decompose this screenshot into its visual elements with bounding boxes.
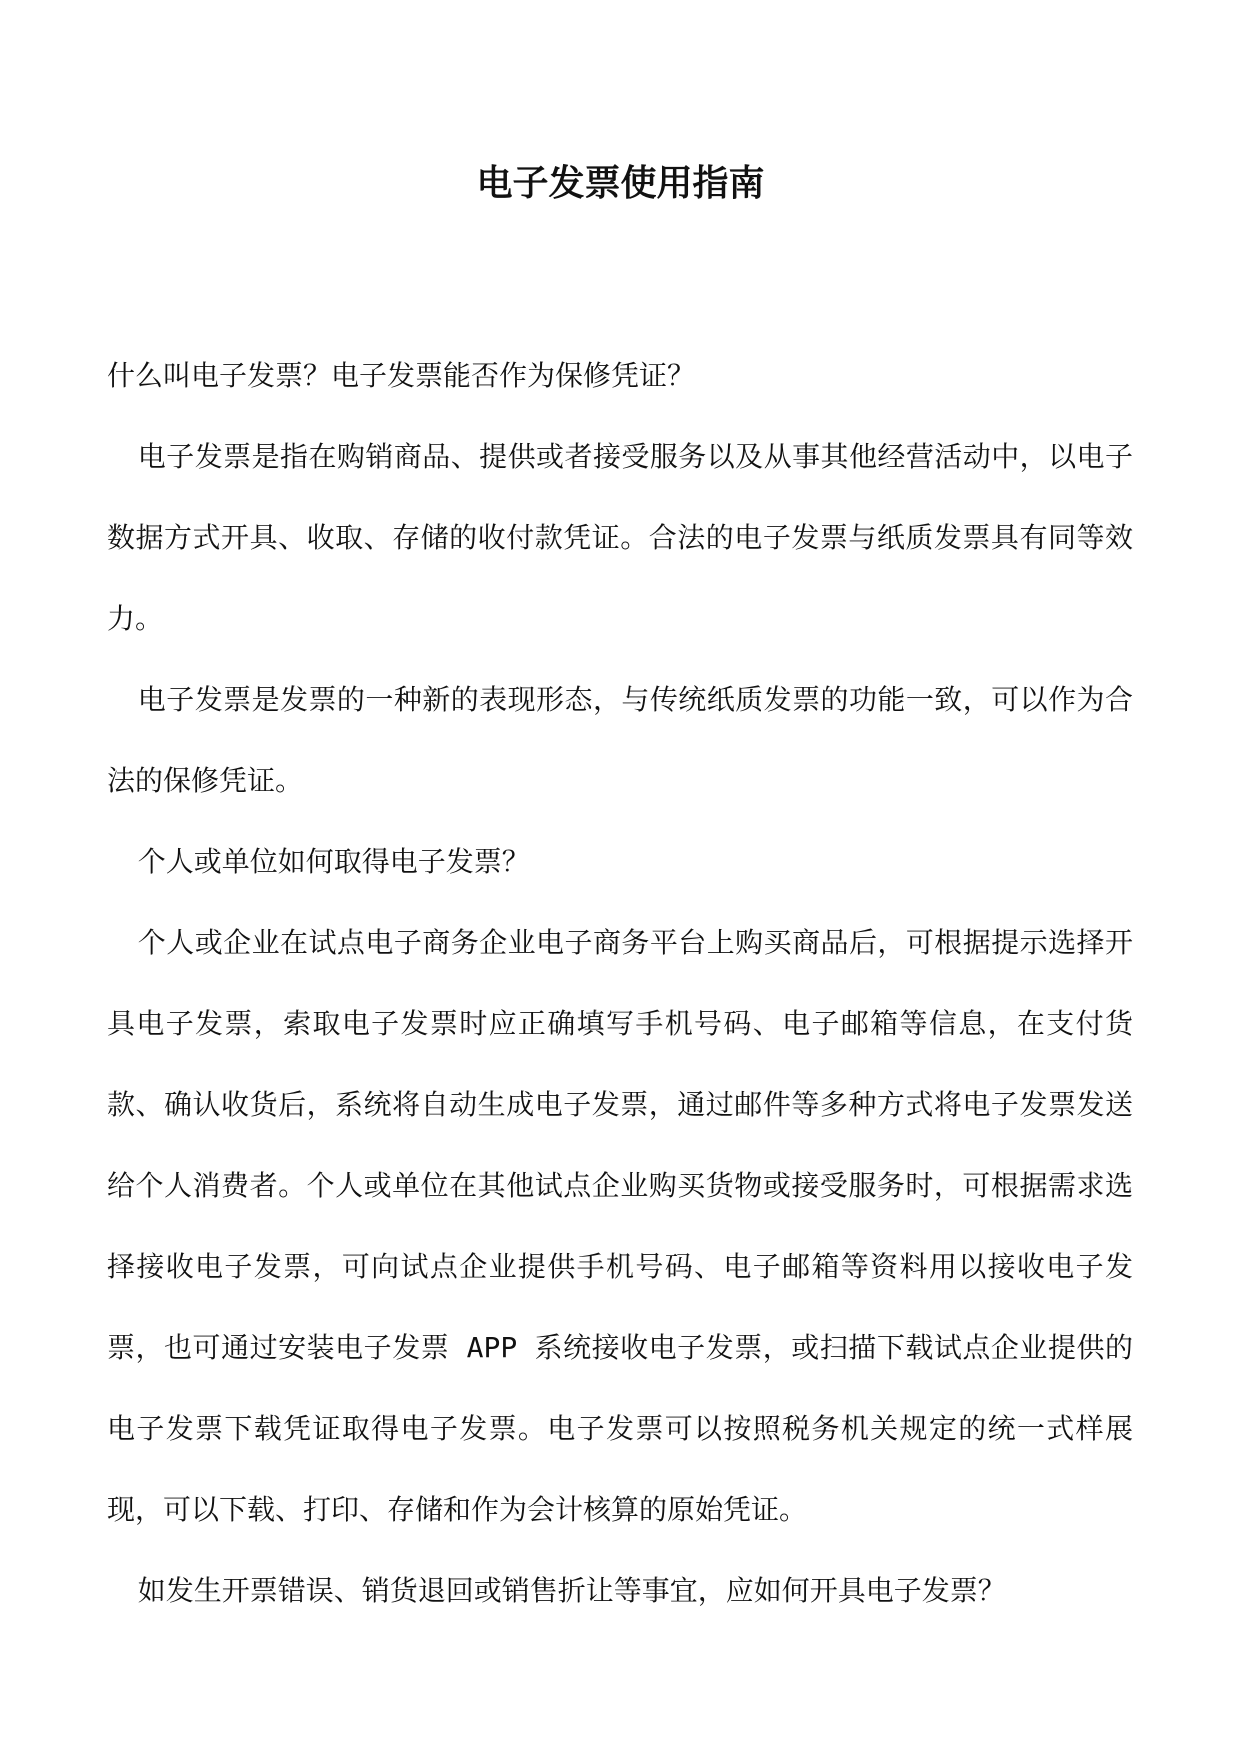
- question-paragraph: 如发生开票错误、销货退回或销售折让等事宜，应如何开具电子发票？: [137, 1574, 1006, 1607]
- document-body: [107, 335, 1133, 1631]
- question-paragraph: 什么叫电子发票？电子发票能否作为保修凭证？: [107, 359, 696, 392]
- answer-paragraph: 电子发票是发票的一种新的表现形态，与传统纸质发票的功能一致，可以作为合法的保修凭证。: [107, 683, 1133, 797]
- document-title: 电子发票使用指南: [476, 162, 765, 204]
- answer-paragraph: 个人或企业在试点电子商务企业电子商务平台上购买商品后，可根据提示选择开具电子发票，索取电子发票时应正确填写手机号码、电子邮箱等信息，在支付货款、确认收货后，系统将自动生成电子发票，通过邮件等多种方式将电子发票发送给个人消费者。个人或单位在其他试点企业购买货物或接受服务时，可根据需求选择接收电子发票，可向试点企业提供手机号码、电子邮箱等资料用以接收电子发票，也可通过安装电子发票 APP 系统接收电子发票，或扫描下载试点企业提供的电子发票下载凭证取得电子发票。电子发票可以按照税务机关规定的统一式样展现，可以下载、打印、存储和作为会计核算的原始凭证。: [107, 926, 1133, 1526]
- question-paragraph: 个人或单位如何取得电子发票？: [137, 845, 530, 878]
- answer-paragraph: 电子发票是指在购销商品、提供或者接受服务以及从事其他经营活动中，以电子数据方式开具、收取、存储的收付款凭证。合法的电子发票与纸质发票具有同等效力。: [107, 440, 1133, 635]
